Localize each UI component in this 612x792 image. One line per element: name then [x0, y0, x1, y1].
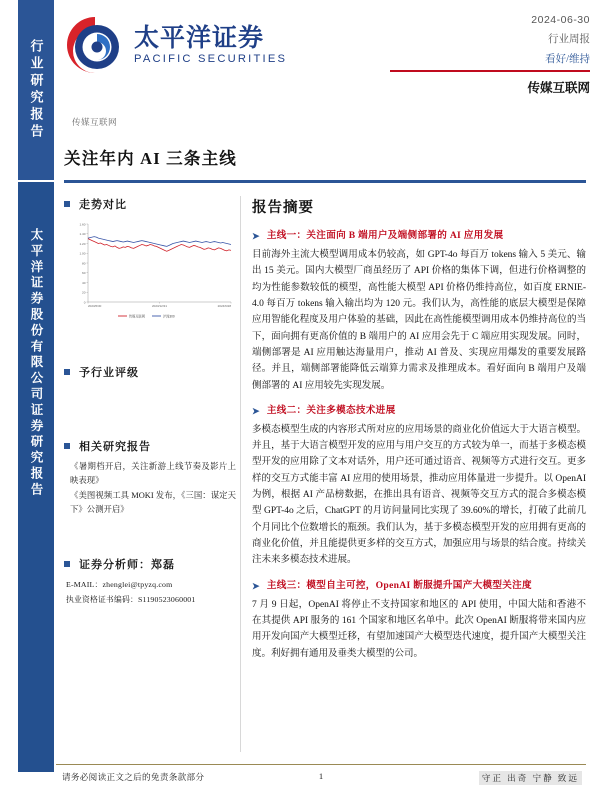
- related-reports-header: [64, 438, 236, 454]
- title-divider: [64, 180, 586, 183]
- analyst-section-header: [64, 556, 236, 572]
- thread-body: 7 月 9 日起，OpenAI 将停止不支持国家和地区的 API 使用，中国大陆和香港不在其提供 API 服务的 161 个国家和地区名单中。此次 OpenAI 断服将带来国内应用开发向国产大模型迁移，有望加速国产大模型迭代速度，提升国产大模型关注度。利好拥有通用及垂类大模型的公司。: [252, 599, 586, 659]
- footer-disclaimer: 请务必阅读正文之后的免责条款部分: [62, 772, 205, 782]
- svg-text:1.20: 1.20: [79, 241, 86, 246]
- rating-badge: 看好/维持: [545, 54, 590, 65]
- svg-text:20: 20: [82, 290, 86, 295]
- page-number: 1: [318, 771, 324, 781]
- footer-slogan: 守正 出奇 宁静 致远: [479, 771, 582, 785]
- trend-chart-svg: [66, 218, 234, 326]
- bullet-square-icon: [64, 369, 70, 375]
- svg-text:传媒互联网: 传媒互联网: [129, 314, 145, 319]
- arrow-bullet-icon: ➤: [252, 231, 260, 241]
- logo-wordmark: [134, 25, 287, 64]
- sidebar-bottom-label: 太平洋证券股份有限公司证券研究报告: [29, 228, 43, 499]
- svg-text:80: 80: [82, 261, 86, 266]
- header-red-rule: [390, 70, 590, 72]
- thread-heading: [252, 405, 586, 418]
- list-item[interactable]: 《美图视频工具 MOKI 发布，《三国：谋定天下》公测开启》: [70, 491, 236, 514]
- thread-body: 目前海外主流大模型调用成本仍较高，如 GPT-4o 每百万 tokens 输入 5 美元、输出 15 美元。国内大模型厂商虽经历了 API 价格的集体下调，但进行价格调整的均为性能参数较低的模型，高性能大模型 API 价格仍维持高位，如百度 ERNIE-4.0 每百万 tokens 输入输出均为 120 元。我们认为，高性能的底层大模型是保障应用智能化程度及用户体验的基础，因此在高性能模型调用成本仍维持高位的当下，面向拥有更高价值的 B 端用户的 AI 应用会先于 C 端应用实现发展。同时，端侧部署是 AI 应用触达海量用户，推动 AI 普及、实现应用爆发的重要发展路径。并且，端侧部署能降低云端算力需求及推理成本。看好面向 B 端用户及端侧部署的 AI 应用较先实现发展。: [252, 249, 586, 391]
- thread-body: 多模态模型生成的内容形式所对应的应用场景的商业化价值远大于大语言模型。并且，基于大语言模型开发的应用与用户交互的方式较为单一，而基于多模态模型开发的应用除了文本对话外，用户还可通过语音、视频等方式进行交互。更多样的交互方式能丰富 AI 应用的使用场景，推动应用体量进一步提升。以 OpenAI 为例，根据 AI 产品榜数据，在推出具有语音、视频等交互方式的混合多模态模型 GPT-4o 之后，ChatGPT 的月访问量同比实现了 39.60%的增长，打破了此前几个月同比个位数增长的瓶颈。我们认为，基于多模态模型开发的应用拥有更高的商业化价值，并且能提供更多样的交互方式，加强应用与场景的结合度。持续关注未来多模态技术进展。: [252, 424, 586, 566]
- report-date: 2024-06-30: [531, 14, 590, 26]
- title-category: 传媒互联网: [72, 117, 117, 127]
- analyst-email[interactable]: E-MAIL：zhenglei@tpyzq.com: [66, 580, 173, 590]
- arrow-bullet-icon: ➤: [252, 405, 260, 416]
- trend-comparison-chart: [66, 218, 234, 326]
- sidebar-top-banner: [18, 0, 54, 180]
- page-footer: [56, 768, 586, 788]
- page-header: [56, 0, 612, 104]
- thread-heading: [252, 230, 586, 243]
- bullet-square-icon: [64, 443, 70, 449]
- logo-chinese-name: 太平洋证券: [134, 24, 265, 53]
- summary-thread: [252, 230, 586, 394]
- summary-heading: 报告摘要: [252, 200, 314, 216]
- arrow-bullet-icon: ➤: [252, 580, 260, 591]
- analyst-details: [66, 578, 236, 607]
- svg-text:1.60: 1.60: [79, 222, 86, 227]
- column-divider: [240, 196, 241, 752]
- svg-text:沪深300: 沪深300: [163, 314, 175, 319]
- bullet-square-icon: [64, 201, 70, 207]
- header-meta: [390, 14, 590, 96]
- bullet-square-icon: [64, 561, 70, 567]
- trend-section-title: 走势对比: [79, 199, 127, 211]
- svg-text:1.00: 1.00: [79, 251, 86, 256]
- svg-text:1.40: 1.40: [79, 232, 86, 237]
- rating-section-header: [64, 364, 236, 380]
- left-column: [64, 196, 236, 607]
- related-reports-title: 相关研究报告: [79, 441, 151, 453]
- svg-text:60: 60: [82, 271, 86, 276]
- trend-section-header: [64, 196, 236, 212]
- thread-heading-text: 主线三：模型自主可控，OpenAI 断服提升国产大模型关注度: [266, 579, 532, 591]
- related-reports-list: [70, 460, 236, 516]
- report-type: 行业周报: [548, 34, 590, 45]
- right-column: [252, 196, 586, 673]
- thread-heading-text: 主线一：关注面向 B 端用户及端侧部署的 AI 应用发展: [266, 230, 504, 241]
- sidebar-top-label: 行业研究报告: [28, 39, 44, 141]
- thread-heading: [252, 580, 586, 593]
- summary-thread: [252, 405, 586, 569]
- sidebar-bottom-banner: [18, 182, 54, 772]
- analyst-name: 证券分析师：郑磊: [79, 559, 175, 572]
- industry-name: 传媒互联网: [527, 81, 590, 96]
- svg-text:0: 0: [83, 300, 86, 305]
- logo-english-name: PACIFIC SECURITIES: [134, 52, 288, 65]
- svg-text:2023/12/31: 2023/12/31: [151, 304, 168, 308]
- page-title: 关注年内 AI 三条主线: [64, 149, 237, 168]
- summary-thread: [252, 580, 586, 662]
- svg-text:2023/6/30: 2023/6/30: [88, 304, 102, 308]
- list-item[interactable]: 《暑期档开启，关注新游上线节奏及影片上映表现》: [70, 462, 236, 485]
- pacific-securities-logo-icon: [64, 14, 126, 76]
- thread-heading-text: 主线二：关注多模态技术进展: [266, 404, 396, 416]
- analyst-license: 执业资格证书编码：S1190523060001: [66, 594, 196, 604]
- svg-text:2024/6/28: 2024/6/28: [217, 304, 231, 308]
- rating-section-title: 予行业评级: [79, 367, 139, 379]
- company-logo: [64, 14, 287, 76]
- footer-divider: [56, 764, 586, 765]
- svg-text:40: 40: [82, 280, 86, 285]
